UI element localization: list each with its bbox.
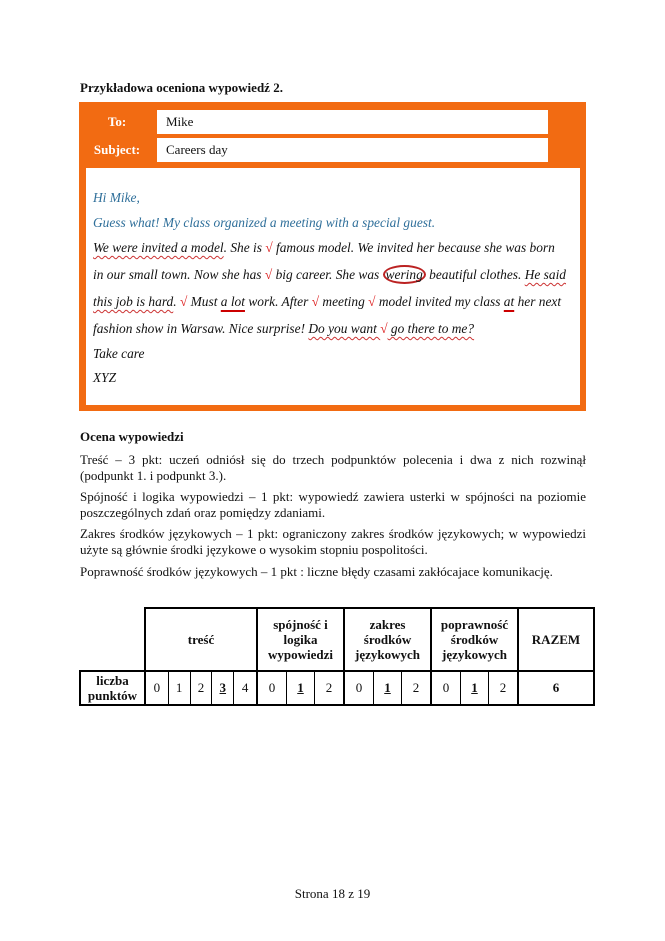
subject-field: Careers day (157, 138, 548, 162)
error-underline: this job is hard (93, 294, 174, 309)
email-body (86, 168, 580, 405)
error-underline: go there to me? (387, 321, 475, 336)
assessment-paragraph: Treść – 3 pkt: uczeń odniósł się do trzech podpunktów polecenia i dwa z nich rozwinął (podpunkt 1. i podpunkt 3.). (80, 452, 586, 483)
signature: XYZ (93, 370, 117, 385)
circled-error: wering (383, 265, 426, 284)
total-score: 6 (518, 671, 594, 705)
greeting: Hi Mike, (93, 190, 140, 205)
assessment-paragraph: Zakres środków językowych – 1 pkt: ograniczony zakres środków językowych; w wypowiedzi użyte są głównie środki językowe o wysokim stopniu pospolitości. (80, 526, 586, 557)
total-header: RAZEM (518, 608, 594, 671)
score-option: 0 (145, 671, 168, 705)
score-option: 2 (314, 671, 344, 705)
page-number: Strona 18 z 19 (294, 886, 371, 901)
column-header: spójność i logika wypowiedzi (257, 608, 344, 671)
column-header: zakres środków językowych (344, 608, 431, 671)
missing-word-mark: √ (368, 294, 376, 309)
essay-line (93, 240, 555, 256)
error-underline: Do you want (308, 321, 381, 336)
assessment-paragraph: Poprawność środków językowych – 1 pkt : liczne błędy czasami zakłócajace komunikację. (80, 564, 553, 579)
error-underline: He said (524, 267, 567, 282)
email-box (79, 102, 586, 411)
score-option-selected: 1 (287, 671, 315, 705)
score-option-selected: 1 (374, 671, 402, 705)
column-header: poprawność środków językowych (431, 608, 518, 671)
row-label: liczba punktów (80, 671, 145, 705)
error-underline: We were invited a model (93, 240, 224, 255)
assessment-heading: Ocena wypowiedzi (80, 429, 184, 444)
essay-text: Must (187, 294, 221, 309)
to-label: To: (107, 114, 127, 129)
essay-line (93, 294, 561, 310)
essay-line (93, 267, 566, 283)
missing-word-mark: √ (265, 240, 273, 255)
score-option: 1 (168, 671, 190, 705)
essay-text: beautiful clothes. (425, 267, 525, 282)
to-field: Mike (157, 110, 548, 134)
score-option: 2 (488, 671, 518, 705)
missing-word-mark: √ (264, 267, 273, 282)
essay-line (93, 321, 474, 337)
score-option-selected: 3 (212, 671, 234, 705)
essay-text: fashion show in Warsaw. Nice surprise! (93, 321, 309, 336)
missing-word-mark: √ (380, 321, 388, 336)
missing-word-mark: √ (311, 294, 320, 309)
score-option-selected: 1 (461, 671, 489, 705)
score-table (79, 607, 595, 706)
intro: Guess what! My class organized a meeting with a special guest. (93, 215, 436, 230)
missing-word-mark: √ (179, 294, 188, 309)
section-title: Przykładowa oceniona wypowiedź 2. (80, 80, 283, 95)
essay-text: . She is (223, 240, 266, 255)
essay-text: meeting (319, 294, 369, 309)
score-option: 2 (401, 671, 431, 705)
essay-text: in our small town. Now she has (93, 267, 265, 282)
score-option: 2 (190, 671, 212, 705)
essay-text: . (173, 294, 180, 309)
closing: Take care (93, 346, 145, 361)
score-option: 0 (344, 671, 374, 705)
score-option: 0 (257, 671, 287, 705)
column-header: treść (145, 608, 257, 671)
error-mark: at (503, 294, 515, 309)
assessment-paragraph: Spójność i logika wypowiedzi – 1 pkt: wypowiedź zawiera usterki w spójności na poziomie poszczególnych zdań oraz pomiędzy zdaniami. (80, 489, 586, 520)
subject-label: Subject: (93, 142, 141, 157)
essay-text: her next (514, 294, 562, 309)
empty-cell (80, 608, 145, 671)
score-option: 4 (234, 671, 257, 705)
score-option: 0 (431, 671, 461, 705)
essay-text: model invited my class (375, 294, 504, 309)
essay-text: work. After (244, 294, 312, 309)
essay-text: famous model. We invited her because she was born (272, 240, 555, 255)
essay-text: big career. She was (272, 267, 383, 282)
error-mark: a lot (220, 294, 245, 309)
